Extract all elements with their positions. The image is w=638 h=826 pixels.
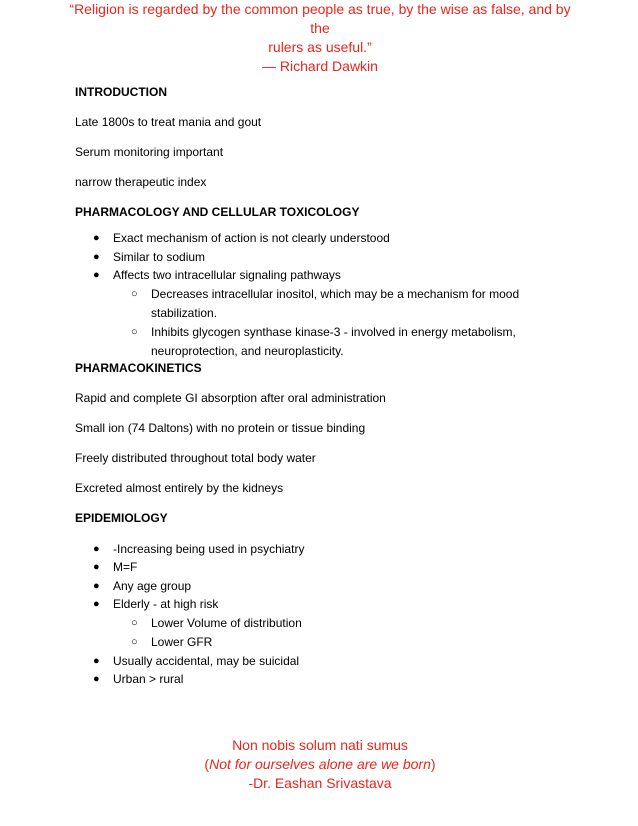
bullet-icon: ● [93, 598, 100, 610]
intro-item: Serum monitoring important [75, 145, 224, 159]
bullet-icon: ● [93, 561, 100, 573]
pharmacology-list [75, 229, 595, 361]
pk-item: Small ion (74 Daltons) with no protein or tissue binding [75, 420, 366, 435]
subbullet-icon: ○ [131, 287, 138, 300]
pk-item: Freely distributed throughout total body water [75, 450, 316, 465]
epidemiology-sublist [113, 614, 595, 652]
author-signature: -Dr. Eashan Srivastava [248, 775, 392, 791]
list-item: ● Usually accidental, may be suicidal [93, 652, 595, 671]
pk-item: Rapid and complete GI absorption after oral administration [75, 390, 386, 405]
bullet-icon: ● [93, 269, 100, 281]
list-item: ● -Increasing being used in psychiatry [93, 540, 595, 559]
motto-latin: Non nobis solum nati sumus [232, 737, 408, 753]
list-item: ● Any age group [93, 577, 595, 596]
subbullet-icon: ○ [131, 325, 138, 338]
motto-translation: (Not for ourselves alone are we born) [204, 756, 436, 772]
bullet-icon: ● [93, 654, 100, 667]
header-quote [60, 0, 580, 76]
list-item: ● Exact mechanism of action is not clearly understood [93, 229, 595, 248]
bullet-icon: ● [93, 232, 100, 244]
pharmacology-sublist [113, 285, 595, 361]
list-item: ● Elderly - at high risk ○ Lower Volume of distribution ○ Lower GFR [93, 595, 595, 652]
subbullet-icon: ○ [131, 635, 138, 648]
list-item: ○ Inhibits glycogen synthase kinase-3 - involved in energy metabolism, neuroprotection, and neuroplasticity. [131, 324, 516, 358]
list-item: ○ Lower GFR [131, 633, 595, 652]
list-item: ● Urban > rural [93, 670, 595, 689]
list-item: ● Similar to sodium [93, 248, 595, 267]
footer-motto [60, 736, 580, 793]
intro-item: Late 1800s to treat mania and gout [75, 115, 262, 129]
intro-item: narrow therapeutic index [75, 175, 207, 189]
list-item: ● M=F [93, 558, 595, 577]
list-item: ○ Lower Volume of distribution [131, 614, 595, 633]
bullet-icon: ● [93, 542, 100, 555]
pk-item: Excreted almost entirely by the kidneys [75, 480, 284, 495]
heading-pharmacokinetics: PHARMACOKINETICS [75, 360, 202, 375]
heading-pharmacology: PHARMACOLOGY AND CELLULAR TOXICOLOGY [75, 205, 360, 219]
list-item: ○ Decreases intracellular inositol, which may be a mechanism for mood stabilization. [131, 286, 520, 320]
document-body [75, 85, 595, 689]
subbullet-icon: ○ [131, 616, 138, 629]
quote-attribution: ― Richard Dawkin [262, 58, 378, 74]
bullet-icon: ● [93, 250, 100, 263]
bullet-icon: ● [93, 579, 100, 592]
list-item: ● Affects two intracellular signaling pathways ○ Decreases intracellular inositol, which may be a mechanism for mood stabilization. ○ Inhibits glycogen synthase kinase-3 - involved in energy metabolism, neuroprotection, and neuroplasticity. [93, 266, 595, 361]
bullet-icon: ● [93, 673, 100, 685]
heading-introduction: INTRODUCTION [75, 85, 167, 99]
quote-line-1: “Religion is regarded by the common people as true, by the wise as false, and by the [69, 1, 571, 36]
heading-epidemiology: EPIDEMIOLOGY [75, 510, 168, 525]
epidemiology-list [75, 540, 595, 689]
quote-line-2: rulers as useful.” [268, 39, 372, 55]
